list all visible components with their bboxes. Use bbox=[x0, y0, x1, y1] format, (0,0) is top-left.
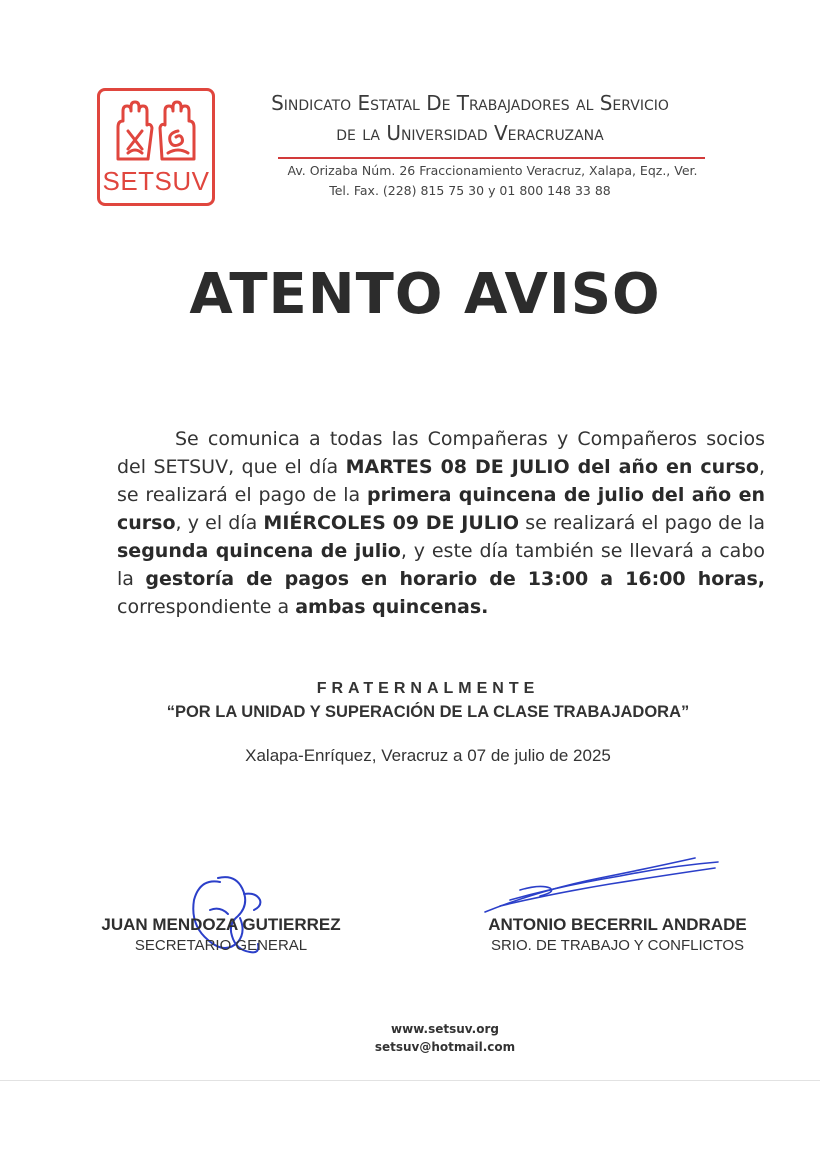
signatory-2-name: ANTONIO BECERRIL ANDRADE bbox=[488, 915, 747, 934]
place-and-date: Xalapa-Enríquez, Veracruz a 07 de julio de 2025 bbox=[245, 746, 611, 765]
body-bold: ambas quincenas. bbox=[295, 596, 489, 618]
body-text: , y este día también se llevará a cabo la bbox=[117, 540, 766, 590]
setsuv-logo bbox=[97, 88, 215, 206]
header-divider bbox=[278, 157, 705, 159]
body-text: correspondiente a bbox=[117, 596, 296, 618]
body-bold: segunda quincena de julio bbox=[117, 540, 401, 562]
org-name-line-2: de la Universidad Veracruzana bbox=[336, 121, 604, 145]
motto: “POR LA UNIDAD Y SUPERACIÓN DE LA CLASE TRABAJADORA” bbox=[166, 703, 690, 721]
org-name-line-1: Sindicato Estatal De Trabajadores al Servicio bbox=[271, 91, 669, 115]
signatory-2-role: SRIO. DE TRABAJO Y CONFLICTOS bbox=[490, 937, 745, 954]
body-bold: MIÉRCOLES 09 DE JULIO bbox=[263, 512, 520, 534]
body-text: , y el día bbox=[175, 512, 264, 534]
website-link[interactable]: www.setsuv.org bbox=[391, 1022, 499, 1036]
body-text: , se realizará el pago de la bbox=[117, 456, 765, 506]
address-line: Av. Orizaba Núm. 26 Fraccionamiento Veracruz, Xalapa, Eqz., Ver. bbox=[287, 163, 698, 178]
body-bold: MARTES 08 DE JULIO del año en curso bbox=[345, 456, 759, 478]
body-text: Se comunica a todas las Compañeras y Compañeros socios del SETSUV, que el día bbox=[117, 428, 765, 478]
hands-emblem-icon bbox=[106, 97, 206, 167]
body-bold: gestoría de pagos en horario de 13:00 a 16:00 horas, bbox=[145, 568, 765, 590]
logo-text: SETSUV bbox=[102, 166, 210, 196]
phone-line: Tel. Fax. (228) 815 75 30 y 01 800 148 33 88 bbox=[329, 183, 611, 198]
email-link[interactable]: setsuv@hotmail.com bbox=[374, 1040, 516, 1054]
footer-divider bbox=[0, 1080, 820, 1081]
signature-scribble-2 bbox=[480, 850, 725, 920]
body-bold: primera quincena de julio del año en curso bbox=[117, 484, 765, 534]
salutation: FRATERNALMENTE bbox=[316, 680, 540, 697]
signatory-1-name: JUAN MENDOZA GUTIERREZ bbox=[101, 915, 341, 934]
signatory-1-role: SECRETARIO GENERAL bbox=[134, 937, 308, 954]
notice-title: ATENTO AVISO bbox=[189, 262, 661, 327]
notice-body bbox=[117, 425, 765, 621]
body-text: se realizará el pago de la bbox=[519, 512, 765, 534]
